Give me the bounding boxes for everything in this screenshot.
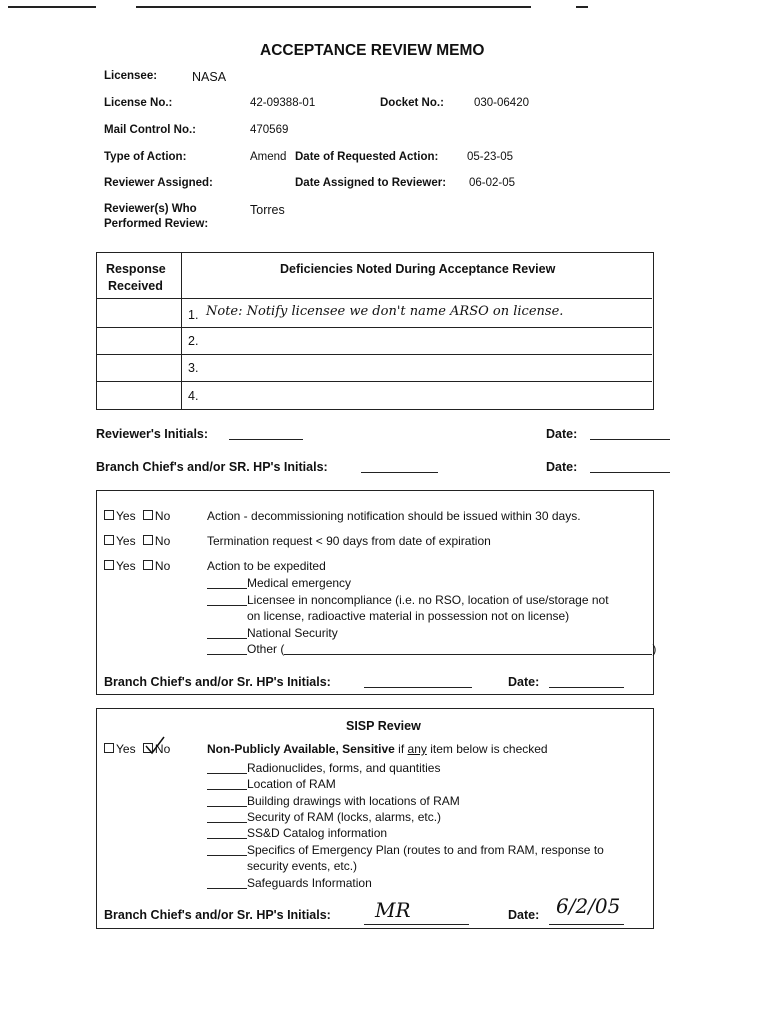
mail-control-value: 470569: [250, 124, 289, 136]
branch-initials-field[interactable]: [361, 460, 438, 474]
reviewers-who-label: Reviewer(s) Who: [104, 203, 197, 215]
branch-date-field[interactable]: [590, 460, 670, 474]
sisp-item[interactable]: Security of RAM (locks, alarms, etc.): [207, 810, 441, 824]
expedite-national-security[interactable]: National Security: [207, 626, 338, 640]
no-label: No: [154, 509, 171, 523]
branch-initials-label: Branch Chief's and/or SR. HP's Initials:: [96, 460, 328, 474]
no-label: No: [154, 534, 171, 548]
response-received-header: Response: [106, 262, 166, 276]
no-checkbox[interactable]: [143, 535, 153, 545]
yes-checkbox[interactable]: [104, 560, 114, 570]
sisp-date-underline: [549, 924, 624, 925]
sisp-item[interactable]: Building drawings with locations of RAM: [207, 794, 460, 808]
sisp-initials-underline: [364, 924, 469, 925]
license-no-label: License No.:: [104, 97, 173, 109]
docket-no-label: Docket No.:: [380, 97, 444, 109]
deficiencies-header: Deficiencies Noted During Acceptance Review: [280, 262, 556, 276]
date-requested-label: Date of Requested Action:: [295, 151, 439, 163]
sisp-date-signature[interactable]: 6/2/05: [556, 894, 621, 918]
scan-line: [136, 6, 531, 8]
actions-date-label: Date:: [508, 675, 540, 689]
date-assigned-label: Date Assigned to Reviewer:: [295, 177, 447, 189]
page-title: ACCEPTANCE REVIEW MEMO: [260, 42, 485, 59]
expedite-other[interactable]: Other ( ): [207, 642, 656, 656]
sisp-item[interactable]: Location of RAM: [207, 777, 336, 791]
sisp-date-label: Date:: [508, 908, 540, 922]
sisp-branch-label: Branch Chief's and/or Sr. HP's Initials:: [104, 908, 331, 922]
no-label: No: [154, 742, 171, 756]
reviewer-date-label: Date:: [546, 427, 578, 441]
mail-control-label: Mail Control No.:: [104, 124, 196, 136]
table-row: [96, 381, 652, 382]
reviewer-assigned-label: Reviewer Assigned:: [104, 177, 213, 189]
deficiency-note[interactable]: Note: Notify licensee we don't name ARSO on license.: [206, 304, 564, 319]
table-row: [96, 327, 652, 328]
table-row: [96, 354, 652, 355]
expedite-noncompliance[interactable]: Licensee in noncompliance (i.e. no RSO, location of use/storage not: [207, 593, 609, 607]
action-item: Action - decommissioning notification should be issued within 30 days.: [207, 509, 581, 523]
yes-label: Yes: [116, 534, 136, 548]
yes-no-group[interactable]: [104, 559, 170, 573]
response-received-header: Received: [108, 279, 163, 293]
sisp-item[interactable]: Specifics of Emergency Plan (routes to and from RAM, response to: [207, 843, 604, 857]
no-checkbox[interactable]: [143, 510, 153, 520]
yes-no-group[interactable]: [104, 534, 170, 548]
action-item: Action to be expedited: [207, 559, 326, 573]
no-label: No: [154, 559, 171, 573]
sisp-item-cont: security events, etc.): [247, 859, 358, 873]
row-number: 2.: [188, 334, 199, 348]
yes-label: Yes: [116, 559, 136, 573]
type-action-label: Type of Action:: [104, 151, 187, 163]
date-requested-value: 05-23-05: [467, 151, 514, 163]
date-assigned-value: 06-02-05: [469, 177, 516, 189]
yes-label: Yes: [116, 742, 136, 756]
expedite-noncompliance-cont: on license, radioactive material in possession not on license): [247, 609, 570, 623]
no-checkbox[interactable]: [143, 560, 153, 570]
checkmark-icon: [144, 736, 166, 756]
actions-branch-label: Branch Chief's and/or Sr. HP's Initials:: [104, 675, 331, 689]
yes-checkbox[interactable]: [104, 510, 114, 520]
reviewers-who-value: Torres: [250, 203, 285, 217]
actions-date-field[interactable]: [549, 675, 624, 689]
reviewer-initials-label: Reviewer's Initials:: [96, 427, 209, 441]
table-row: [96, 298, 652, 299]
actions-branch-field[interactable]: [364, 675, 472, 689]
row-number: 1.: [188, 308, 199, 322]
yes-no-group[interactable]: [104, 509, 170, 523]
sisp-initials-signature[interactable]: MR: [375, 898, 411, 922]
yes-checkbox[interactable]: [104, 535, 114, 545]
sisp-item[interactable]: SS&D Catalog information: [207, 826, 387, 840]
branch-date-label: Date:: [546, 460, 578, 474]
scan-line: [8, 6, 96, 8]
sisp-item[interactable]: Safeguards Information: [207, 876, 372, 890]
type-action-value: Amend: [250, 151, 287, 163]
row-number: 4.: [188, 389, 199, 403]
reviewer-initials-field[interactable]: [229, 427, 303, 441]
yes-label: Yes: [116, 509, 136, 523]
expedite-medical[interactable]: Medical emergency: [207, 576, 351, 590]
licensee-label: Licensee:: [104, 70, 158, 82]
sisp-title: SISP Review: [346, 719, 421, 733]
table-divider: [181, 252, 182, 409]
yes-checkbox[interactable]: [104, 743, 114, 753]
license-no-value: 42-09388-01: [250, 97, 316, 109]
reviewer-date-field[interactable]: [590, 427, 670, 441]
scan-line: [576, 6, 588, 8]
reviewers-who-label: Performed Review:: [104, 218, 209, 230]
docket-no-value: 030-06420: [474, 97, 529, 109]
action-item: Termination request < 90 days from date of expiration: [207, 534, 491, 548]
sisp-lead: Non-Publicly Available, Sensitive if any item below is checked: [207, 742, 548, 756]
row-number: 3.: [188, 361, 199, 375]
sisp-item[interactable]: Radionuclides, forms, and quantities: [207, 761, 440, 775]
licensee-value: NASA: [192, 70, 227, 84]
